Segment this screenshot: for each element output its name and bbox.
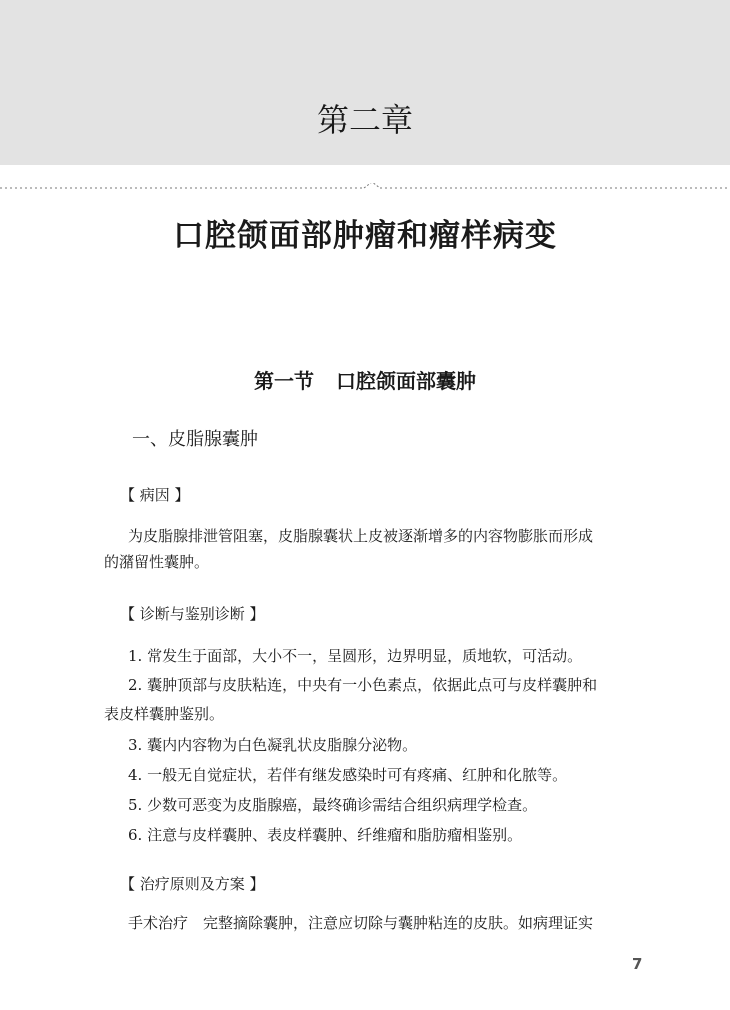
list-item — [104, 731, 650, 760]
list-item-line: 6. 注意与皮样囊肿、表皮样囊肿、纤维瘤和脂肪瘤相鉴别。 — [128, 826, 523, 844]
treatment-paragraph — [104, 910, 650, 936]
list-item-line: 4. 一般无自觉症状，若伴有继发感染时可有疼痛、红肿和化脓等。 — [128, 766, 568, 784]
page-number: 7 — [632, 955, 643, 973]
list-item-line: 3. 囊内内容物为白色凝乳状皮脂腺分泌物。 — [128, 736, 418, 754]
section-name: 口腔颌面部囊肿 — [336, 369, 476, 393]
list-item-line: 2. 囊肿顶部与皮肤粘连，中央有一小色素点，依据此点可与皮样囊肿和 — [128, 676, 598, 694]
section-title — [0, 366, 730, 396]
chapter-title: 第二章 — [316, 101, 413, 139]
paragraph-line: 的潴留性囊肿。 — [104, 553, 210, 571]
etiology-paragraph — [104, 523, 650, 575]
paragraph-line: 为皮脂腺排泄管阻塞，皮脂腺囊状上皮被逐渐增多的内容物膨胀而形成 — [128, 527, 594, 545]
list-item-line: 1. 常发生于面部，大小不一，呈圆形，边界明显，质地软，可活动。 — [128, 647, 583, 665]
list-item — [104, 821, 650, 850]
dotted-divider — [0, 183, 730, 193]
treatment-heading: 【 治疗原则及方案 】 — [120, 875, 265, 893]
etiology-heading: 【 病因 】 — [120, 486, 190, 504]
list-item — [104, 671, 650, 729]
section-number: 第一节 — [254, 369, 314, 393]
list-item — [104, 642, 650, 671]
list-item — [104, 761, 650, 790]
diagnosis-heading: 【 诊断与鉴别诊断 】 — [120, 605, 265, 623]
chapter-header-band — [0, 0, 730, 165]
list-item-line: 表皮样囊肿鉴别。 — [104, 705, 225, 723]
subsection-title: 一、皮脂腺囊肿 — [132, 429, 258, 450]
page-title: 口腔颌面部肿瘤和瘤样病变 — [173, 218, 557, 254]
paragraph-line: 手术治疗 完整摘除囊肿，注意应切除与囊肿粘连的皮肤。如病理证实 — [128, 914, 594, 932]
list-item — [104, 791, 650, 820]
list-item-line: 5. 少数可恶变为皮脂腺癌，最终确诊需结合组织病理学检查。 — [128, 796, 538, 814]
